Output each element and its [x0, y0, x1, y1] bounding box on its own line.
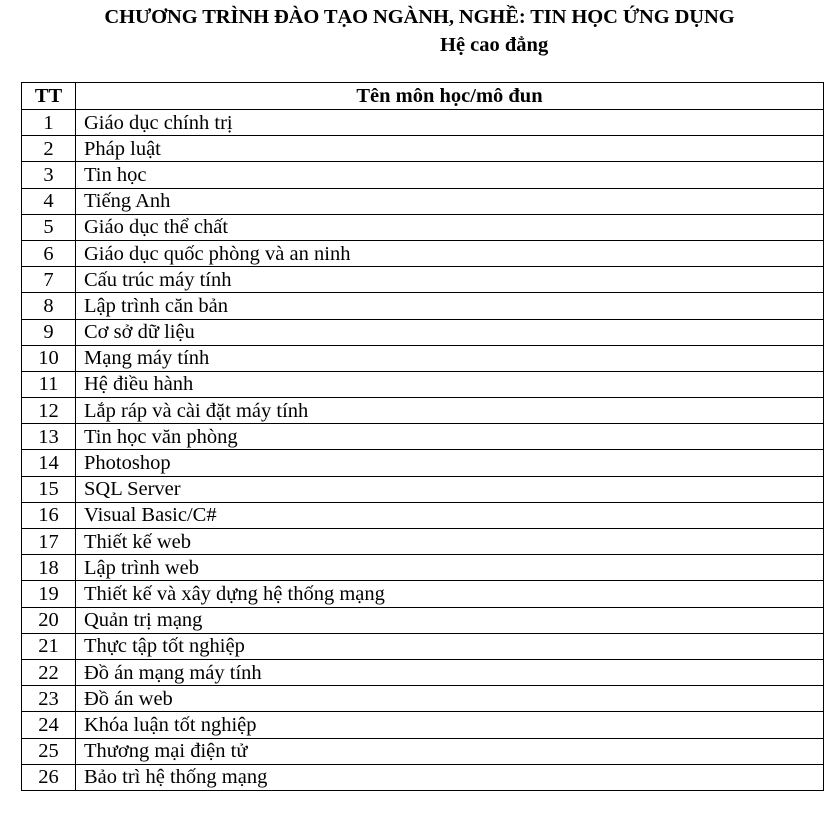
subject-name: Bảo trì hệ thống mạng: [76, 764, 824, 790]
subject-name: Đồ án mạng máy tính: [76, 659, 824, 685]
row-number: 12: [22, 398, 76, 424]
table-body: [22, 110, 824, 791]
table-row: [22, 398, 824, 424]
subject-name: SQL Server: [76, 476, 824, 502]
subject-name: Photoshop: [76, 450, 824, 476]
row-number: 17: [22, 529, 76, 555]
subject-name: Quản trị mạng: [76, 607, 824, 633]
column-header-number: TT: [22, 83, 76, 110]
table-row: [22, 581, 824, 607]
table-row: [22, 240, 824, 266]
row-number: 2: [22, 136, 76, 162]
row-number: 23: [22, 686, 76, 712]
table-row: [22, 764, 824, 790]
subject-name: Cấu trúc máy tính: [76, 267, 824, 293]
subject-name: Mạng máy tính: [76, 345, 824, 371]
table-row: [22, 293, 824, 319]
table-row: [22, 529, 824, 555]
row-number: 6: [22, 240, 76, 266]
subject-name: Lập trình web: [76, 555, 824, 581]
table-row: [22, 371, 824, 397]
row-number: 14: [22, 450, 76, 476]
row-number: 3: [22, 162, 76, 188]
subject-name: Đồ án web: [76, 686, 824, 712]
table-row: [22, 738, 824, 764]
subject-name: Tin học văn phòng: [76, 424, 824, 450]
table-row: [22, 555, 824, 581]
subject-name: Tin học: [76, 162, 824, 188]
table-row: [22, 450, 824, 476]
table-row: [22, 633, 824, 659]
subject-name: Giáo dục chính trị: [76, 110, 824, 136]
table-row: [22, 136, 824, 162]
subject-name: Lập trình căn bản: [76, 293, 824, 319]
table-row: [22, 476, 824, 502]
row-number: 11: [22, 371, 76, 397]
row-number: 16: [22, 502, 76, 528]
row-number: 13: [22, 424, 76, 450]
row-number: 4: [22, 188, 76, 214]
table-row: [22, 110, 824, 136]
row-number: 22: [22, 659, 76, 685]
table-row: [22, 345, 824, 371]
row-number: 19: [22, 581, 76, 607]
row-number: 1: [22, 110, 76, 136]
table-row: [22, 424, 824, 450]
table-header-row: [22, 83, 824, 110]
subject-name: Hệ điều hành: [76, 371, 824, 397]
table-row: [22, 214, 824, 240]
subject-name: Visual Basic/C#: [76, 502, 824, 528]
subject-name: Thương mại điện tử: [76, 738, 824, 764]
document-title: CHƯƠNG TRÌNH ĐÀO TẠO NGÀNH, NGHỀ: TIN HỌC ỨNG DỤNG: [104, 6, 735, 28]
row-number: 7: [22, 267, 76, 293]
row-number: 21: [22, 633, 76, 659]
row-number: 8: [22, 293, 76, 319]
table-row: [22, 162, 824, 188]
row-number: 5: [22, 214, 76, 240]
subject-name: Tiếng Anh: [76, 188, 824, 214]
subject-name: Giáo dục thể chất: [76, 214, 824, 240]
subject-name: Lắp ráp và cài đặt máy tính: [76, 398, 824, 424]
row-number: 25: [22, 738, 76, 764]
row-number: 20: [22, 607, 76, 633]
subject-name: Cơ sở dữ liệu: [76, 319, 824, 345]
row-number: 18: [22, 555, 76, 581]
subject-name: Thiết kế web: [76, 529, 824, 555]
row-number: 9: [22, 319, 76, 345]
table-row: [22, 686, 824, 712]
row-number: 10: [22, 345, 76, 371]
table-row: [22, 502, 824, 528]
table-row: [22, 659, 824, 685]
row-number: 24: [22, 712, 76, 738]
subject-name: Thực tập tốt nghiệp: [76, 633, 824, 659]
subject-name: Giáo dục quốc phòng và an ninh: [76, 240, 824, 266]
row-number: 26: [22, 764, 76, 790]
table-row: [22, 712, 824, 738]
document-subtitle: Hệ cao đẳng: [440, 34, 549, 56]
row-number: 15: [22, 476, 76, 502]
subject-name: Khóa luận tốt nghiệp: [76, 712, 824, 738]
table-row: [22, 267, 824, 293]
column-header-name: Tên môn học/mô đun: [76, 83, 824, 110]
table-row: [22, 188, 824, 214]
table-row: [22, 319, 824, 345]
subject-name: Thiết kế và xây dựng hệ thống mạng: [76, 581, 824, 607]
table-row: [22, 607, 824, 633]
subject-name: Pháp luật: [76, 136, 824, 162]
curriculum-table: [21, 82, 824, 791]
